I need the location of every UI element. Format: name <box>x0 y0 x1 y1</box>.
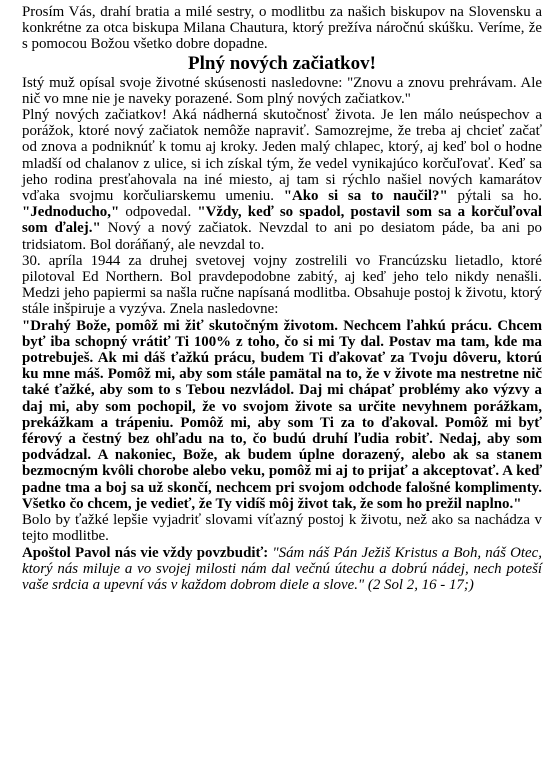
skater-story-text-c: odpovedal. <box>119 204 198 221</box>
skater-story-text-d: Nový a nový začiatok. Nevzdal to ani po desiatom páde, ba ani po tridsiatom. Bol doráňaný, ale nevzdal to. <box>22 220 542 253</box>
paragraph-conclusion: Bolo by ťažké lepšie vyjadriť slovami víťazný postoj k životu, než ako sa nachádza v tejto modlitbe. <box>22 512 542 545</box>
prayer-text <box>22 318 542 512</box>
skater-answer-quote: "Vždy, keď so spadol, postavil som sa a korčuľoval som ďalej." <box>22 204 542 237</box>
paragraph-pilot-story: 30. apríla 1944 za druhej svetovej vojny zostrelili vo Francúzsku lietadlo, ktoré pilotoval Ed Northern. Bol pravdepodobne zabitý, aj keď jeho telo nikdy nenašli. Medzi jeho papiermi sa našla ručne napísaná modlitba. Obsahuje postoj k životu, ktorý stále inšpiruje a vyzýva. Znela nasledovne: <box>22 252 542 318</box>
skater-answer-start: "Jednoducho," <box>22 204 120 221</box>
intro-paragraph: Prosím Vás, drahí bratia a milé sestry, o modlitbu za našich biskupov na Slovensku a konkrétne za otca biskupa Milana Chautura, ktorý prežíva náročnú skúšku. Veríme, že s pomocou Božou všetko dobre dopadne. <box>22 4 542 53</box>
skater-question: "Ako si sa to naučil?" <box>283 188 448 205</box>
paragraph-quote-intro: Istý muž opísal svoje životné skúsenosti nasledovne: "Znovu a znovu prehrávam. Ale nič vo mne nie je naveky porazené. Som plný nových začiatkov." <box>22 74 542 107</box>
closing-paragraph <box>22 545 542 594</box>
article-title: Plný nových začiatkov! <box>188 52 376 74</box>
skater-story-text-b: pýtali sa ho. <box>447 188 542 205</box>
closing-scripture-quote: "Sám náš Pán Ježiš Kristus a Boh, náš Otec, ktorý nás miluje a vo svojej milosti nám dal večnú útechu a dobrú nádej, nech poteší vaše srdcia a upevní vás v každom dobrom diele a slove." (2 Sol 2, 16 - 17;) <box>22 544 542 593</box>
prayer-bold: "Drahý Bože, pomôž mi žiť skutočným životom. Nechcem ľahkú prácu. Chcem byť iba schopný vrátiť Ti 100% z toho, čo si mi Ty dal. Postav ma tam, kde ma potrebuješ. Ak mi dáš ťažkú prácu, budem Ti ďakovať za Tvoju dôveru, ktorú ku mne máš. Pomôž mi, aby som stále pamätal na to, že v živote ma nestretne nič také ťažké, aby som to s Tebou nezvládol. Daj mi chápať problémy ako výzvy a daj mi, aby som pochopil, že vo svojom živote sa určite nevyhnem porážkam, prekážkam a trápeniu. Pomôž mi, aby som Ti za to ďakoval. Pomôž mi byť férový a čestný bez ohľadu na to, čo budú druhí ľudia robiť. Nedaj, aby som podvádzal. A nakoniec, Bože, ak budem úplne dorazený, alebo ak sa stanem bezmocným kvôli chorobe alebo veku, pomôž mi aj to prijať a akceptovať. A keď padne tma a boj sa už skončí, nechcem pri svojom odchode falošné komplimenty. Všetko čo chcem, je vedieť, že Ty vidíš môj život tak, že som ho prežil naplno." <box>22 317 542 512</box>
paragraph-skater-story <box>22 107 542 253</box>
closing-lead: Apoštol Pavol nás vie vždy povzbudiť: <box>22 544 269 561</box>
skater-story-text-a: Plný nových začiatkov! Aká nádherná skutočnosť života. Je len málo neúspechov a porážok, ktoré nový začiatok nemôže napraviť. Samozrejme, že treba aj chcieť začať od znova a podniknúť k tomu aj kroky. Jeden malý chlapec, ktorý, aj keď bol o hodne mladší od chalanov z ulice, si ich získal tým, že vedel vynikajúco korčuľovať. Keď sa jeho rodina presťahovala na iné miesto, aj tam si rýchlo našiel nových kamarátov vďaka svojmu korčuliarskemu umeniu. <box>22 107 542 205</box>
